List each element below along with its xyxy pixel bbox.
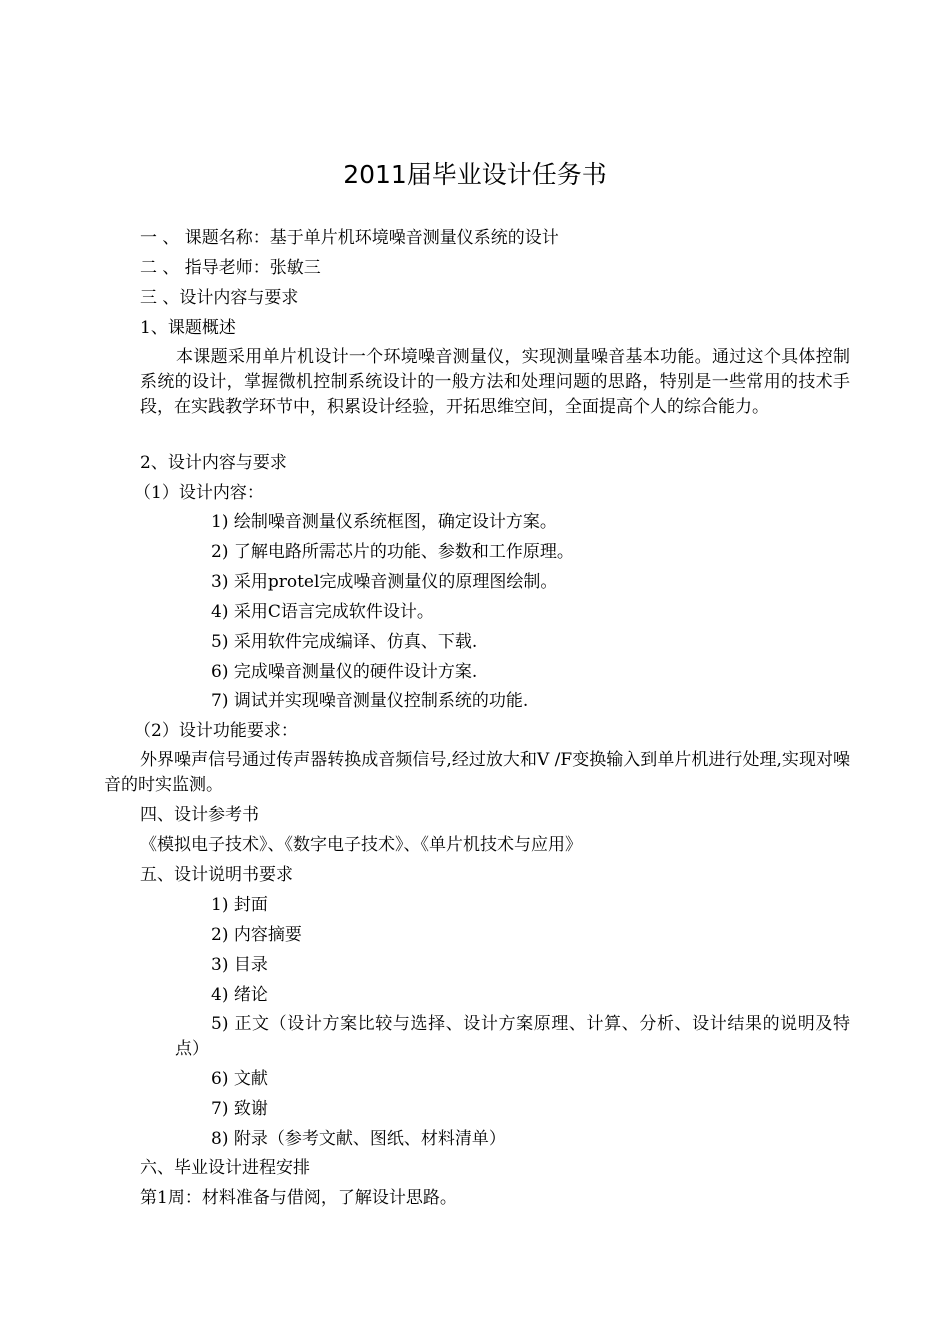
subsection-requirements: 2、设计内容与要求 xyxy=(140,453,287,473)
list-item: 6) 文献 xyxy=(211,1069,268,1089)
list-item: 4) 采用C语言完成软件设计。 xyxy=(211,602,434,622)
section-schedule: 六、毕业设计进程安排 xyxy=(140,1158,310,1178)
list-item: 2) 内容摘要 xyxy=(211,925,302,945)
subsection-overview: 1、课题概述 xyxy=(140,318,236,338)
list-item: 7) 致谢 xyxy=(211,1099,268,1119)
section-references: 四、设计参考书 xyxy=(140,805,259,825)
content-heading: （1）设计内容： xyxy=(134,483,264,503)
list-item: 3) 采用protel完成噪音测量仪的原理图绘制。 xyxy=(211,572,558,592)
list-item: 4) 绪论 xyxy=(211,985,268,1005)
schedule-week-1: 第1周：材料准备与借阅，了解设计思路。 xyxy=(140,1188,457,1208)
function-paragraph: 外界噪声信号通过传声器转换成音频信号,经过放大和V /F变换输入到单片机进行处理,实现对噪音的时实监测。 xyxy=(104,750,850,795)
list-item: 3) 目录 xyxy=(211,955,268,975)
overview-paragraph: 本课题采用单片机设计一个环境噪音测量仪，实现测量噪音基本功能。通过这个具体控制系统的设计，掌握微机控制系统设计的一般方法和处理问题的思路，特别是一些常用的技术手段，在实践教学环节中，积累设计经验，开拓思维空间，全面提高个人的综合能力。 xyxy=(140,347,850,417)
list-item: 5) 正文（设计方案比较与选择、设计方案原理、计算、分析、设计结果的说明及特点） xyxy=(175,1014,850,1059)
document-title: 2011届毕业设计任务书 xyxy=(343,160,607,189)
list-item: 6) 完成噪音测量仪的硬件设计方案. xyxy=(211,662,478,682)
section-design-content: 三 、设计内容与要求 xyxy=(140,288,299,308)
list-item: 7) 调试并实现噪音测量仪控制系统的功能. xyxy=(211,691,529,711)
list-item: 2) 了解电路所需芯片的功能、参数和工作原理。 xyxy=(211,542,574,562)
function-heading: （2）设计功能要求： xyxy=(134,721,298,741)
list-item: 8) 附录（参考文献、图纸、材料清单） xyxy=(211,1129,506,1149)
section-manual-requirements: 五、设计说明书要求 xyxy=(140,865,293,885)
section-advisor: 二 、 指导老师：张敏三 xyxy=(140,258,321,278)
list-item: 5) 采用软件完成编译、仿真、下载. xyxy=(211,632,478,652)
list-item: 1) 绘制噪音测量仪系统框图，确定设计方案。 xyxy=(211,512,557,532)
section-topic: 一 、 课题名称：基于单片机环境噪音测量仪系统的设计 xyxy=(140,228,559,248)
references-list: 《模拟电子技术》、《数字电子技术》、《单片机技术与应用》 xyxy=(140,835,582,855)
list-item: 1) 封面 xyxy=(211,895,268,915)
